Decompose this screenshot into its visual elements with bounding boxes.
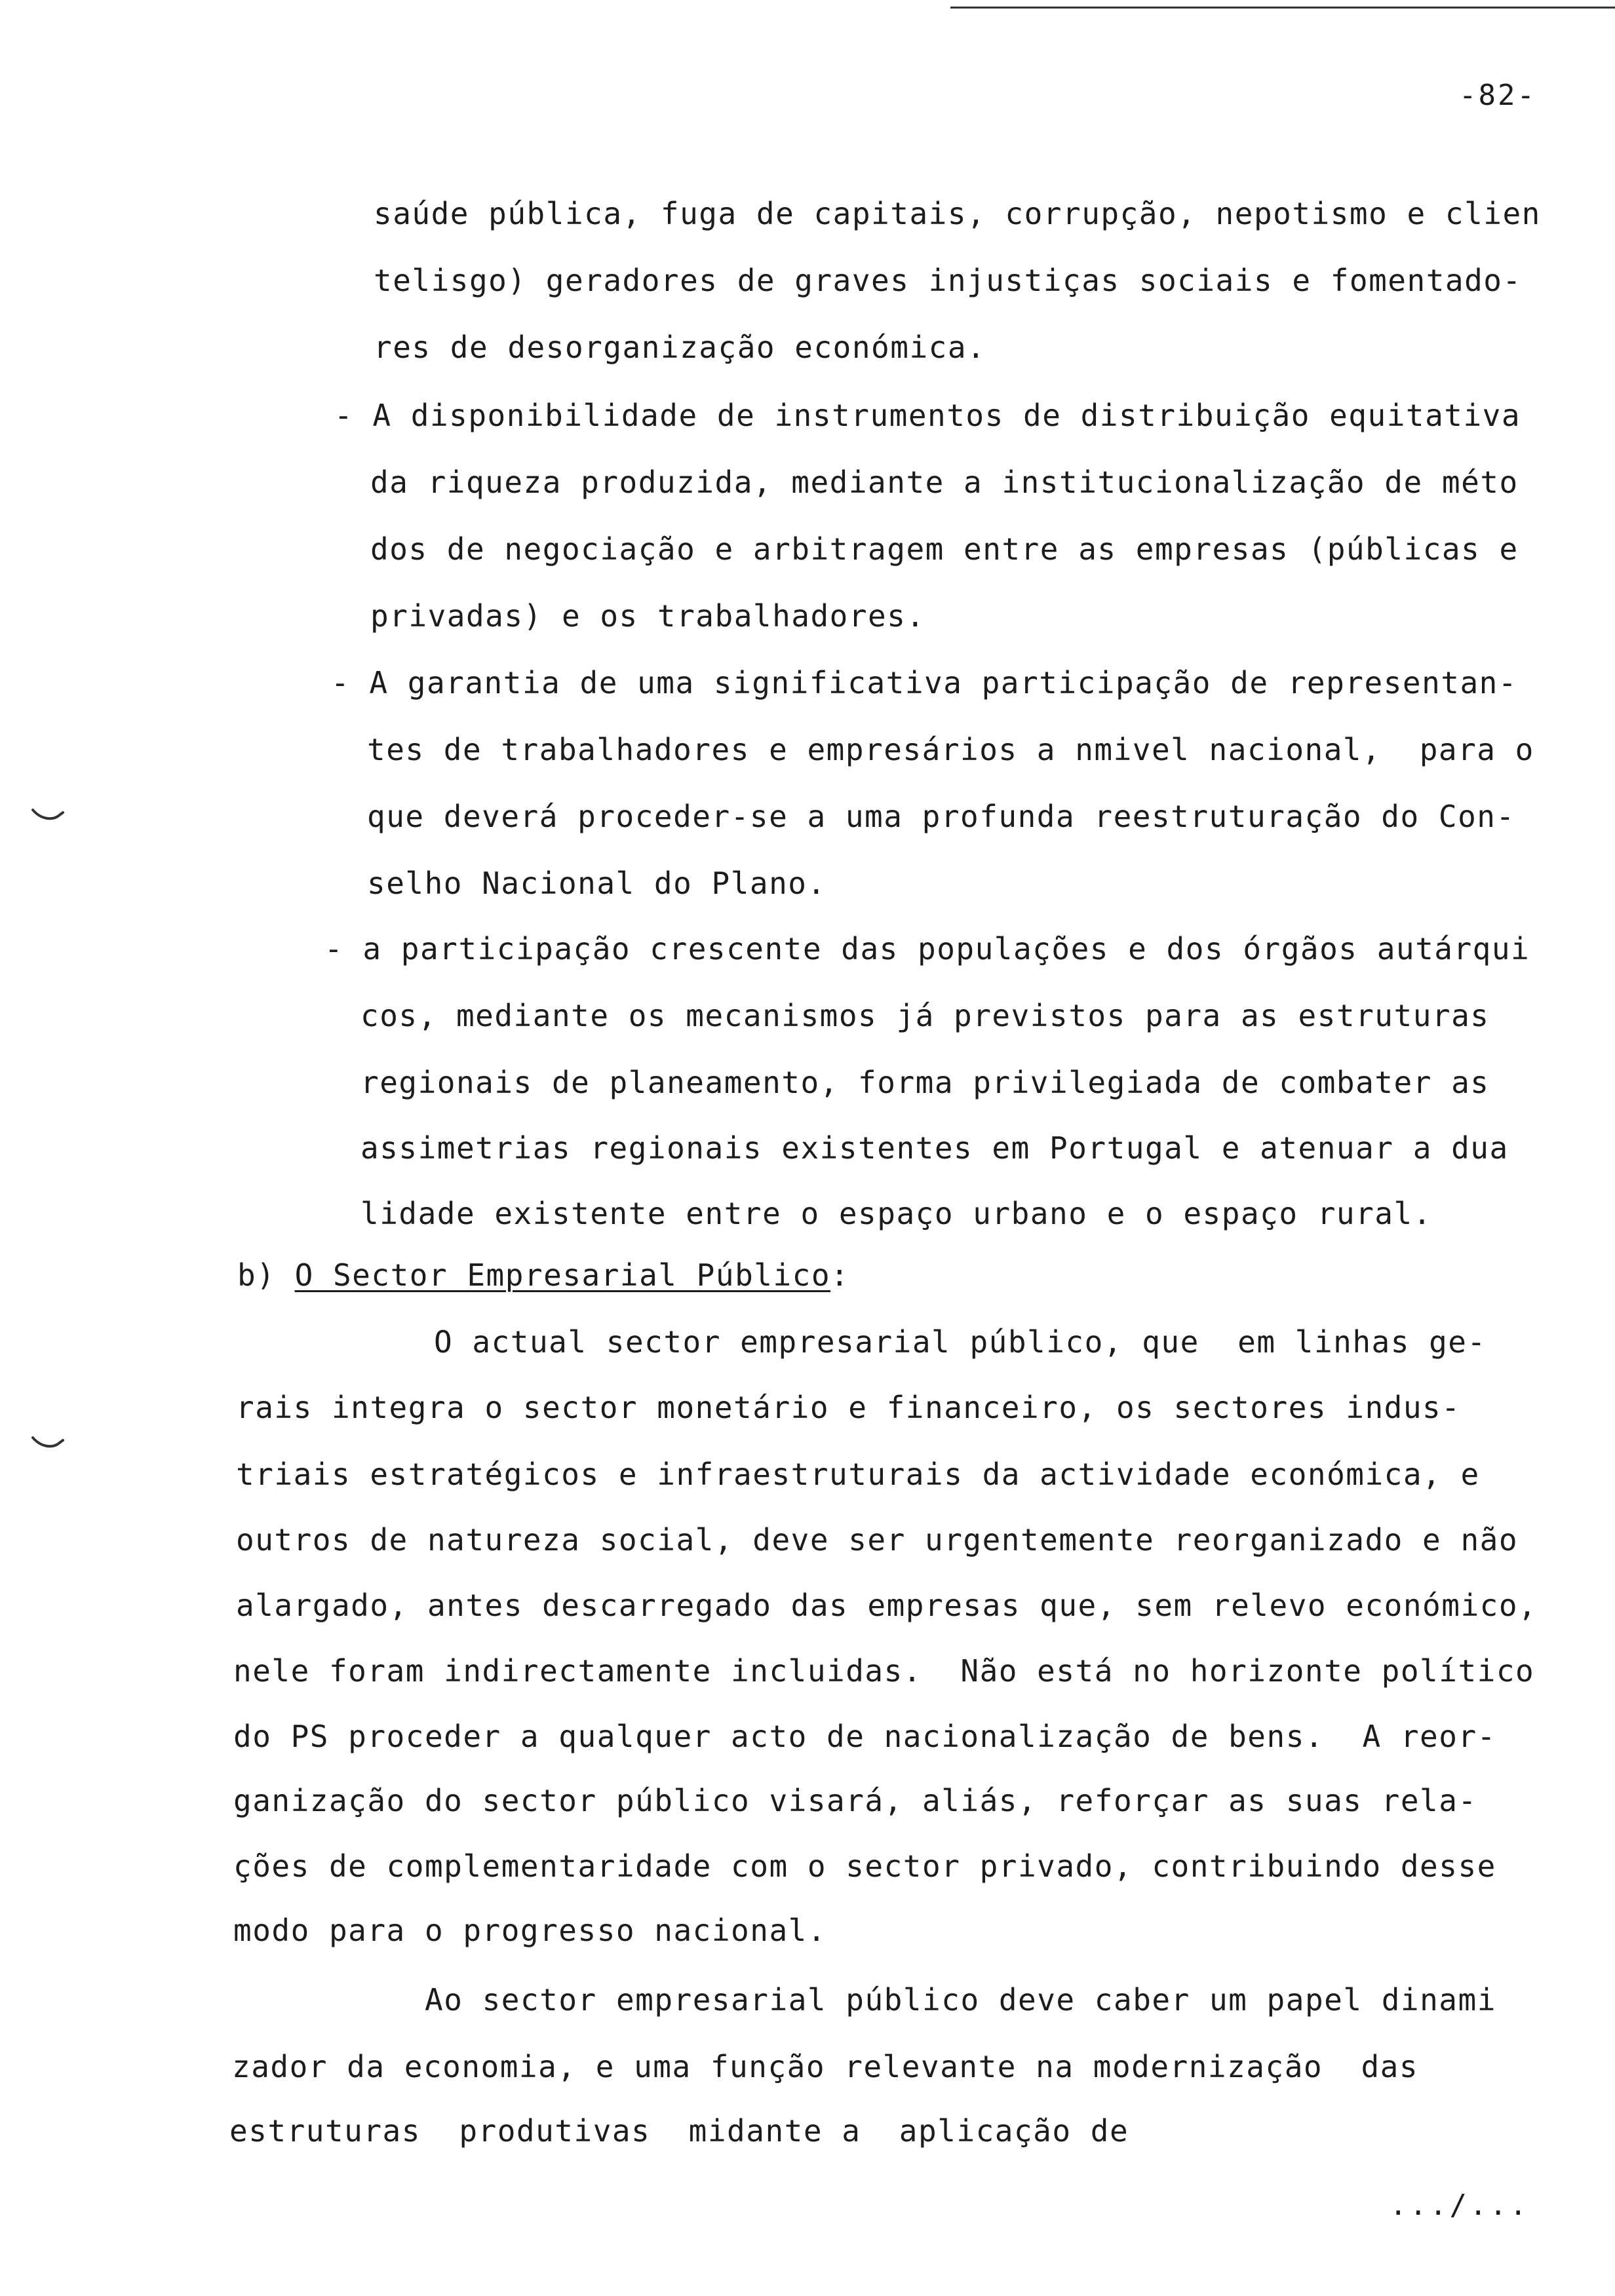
text-line: saúde pública, fuga de capitais, corrupção, nepotismo e clien: [374, 196, 1541, 231]
margin-check-mark-icon: [31, 807, 68, 822]
text-line: zador da economia, e uma função relevante na modernização das: [232, 2049, 1419, 2084]
text-line: tes de trabalhadores e empresários a nmivel nacional, para o: [367, 732, 1534, 767]
text-line: res de desorganização económica.: [374, 330, 986, 365]
page-number: -82-: [1459, 79, 1536, 112]
text-line: nele foram indirectamente incluidas. Não está no horizonte político: [233, 1653, 1535, 1689]
text-line: lidade existente entre o espaço urbano e o espaço rural.: [360, 1196, 1432, 1231]
text-line: ções de complementaridade com o sector privado, contribuindo desse: [233, 1848, 1496, 1884]
text-line: outros de natureza social, deve ser urgentemente reorganizado e não: [236, 1522, 1519, 1558]
section-colon: :: [830, 1257, 850, 1293]
text-line: cos, mediante os mecanismos já previstos para as estruturas: [360, 998, 1490, 1033]
section-heading: [237, 1255, 849, 1295]
text-line: modo para o progresso nacional.: [233, 1913, 827, 1948]
text-line: O actual sector empresarial público, que em linhas ge-: [434, 1324, 1487, 1360]
text-line: - A disponibilidade de instrumentos de distribuição equitativa: [334, 398, 1521, 433]
text-line: dos de negociação e arbitragem entre as empresas (públicas e: [370, 531, 1519, 567]
text-line: alargado, antes descarregado das empresas que, sem relevo económico,: [236, 1588, 1538, 1623]
text-line: privadas) e os trabalhadores.: [370, 598, 925, 634]
margin-check-mark-icon: [31, 1435, 68, 1449]
text-line: - a participação crescente das populações e dos órgãos autárqui: [324, 931, 1530, 966]
text-line: da riqueza produzida, mediante a institucionalização de méto: [370, 465, 1519, 500]
section-marker: b): [237, 1257, 295, 1293]
text-line: ganização do sector público visará, aliás, reforçar as suas rela-: [233, 1783, 1477, 1818]
top-rule: [950, 7, 1615, 9]
text-line: rais integra o sector monetário e financeiro, os sectores indus-: [236, 1390, 1461, 1425]
text-line: do PS proceder a qualquer acto de nacionalização de bens. A reor-: [233, 1719, 1496, 1754]
text-line: assimetrias regionais existentes em Portugal e atenuar a dua: [360, 1130, 1509, 1166]
text-line: regionais de planeamento, forma privilegiada de combater as: [360, 1065, 1490, 1100]
section-title: O Sector Empresarial Público: [294, 1257, 831, 1293]
text-line: telisgo) geradores de graves injustiças sociais e fomentado-: [374, 263, 1522, 298]
text-line: estruturas produtivas midante a aplicação de: [229, 2113, 1129, 2149]
text-line: selho Nacional do Plano.: [367, 866, 827, 901]
text-line: Ao sector empresarial público deve caber um papel dinami: [425, 1982, 1496, 2018]
text-line: triais estratégicos e infraestruturais da actividade económica, e: [236, 1457, 1480, 1492]
text-line: que deverá proceder-se a uma profunda reestruturação do Con-: [367, 799, 1515, 834]
continuation-mark: .../...: [1390, 2189, 1530, 2222]
text-line: - A garantia de uma significativa participação de representan-: [331, 665, 1518, 700]
